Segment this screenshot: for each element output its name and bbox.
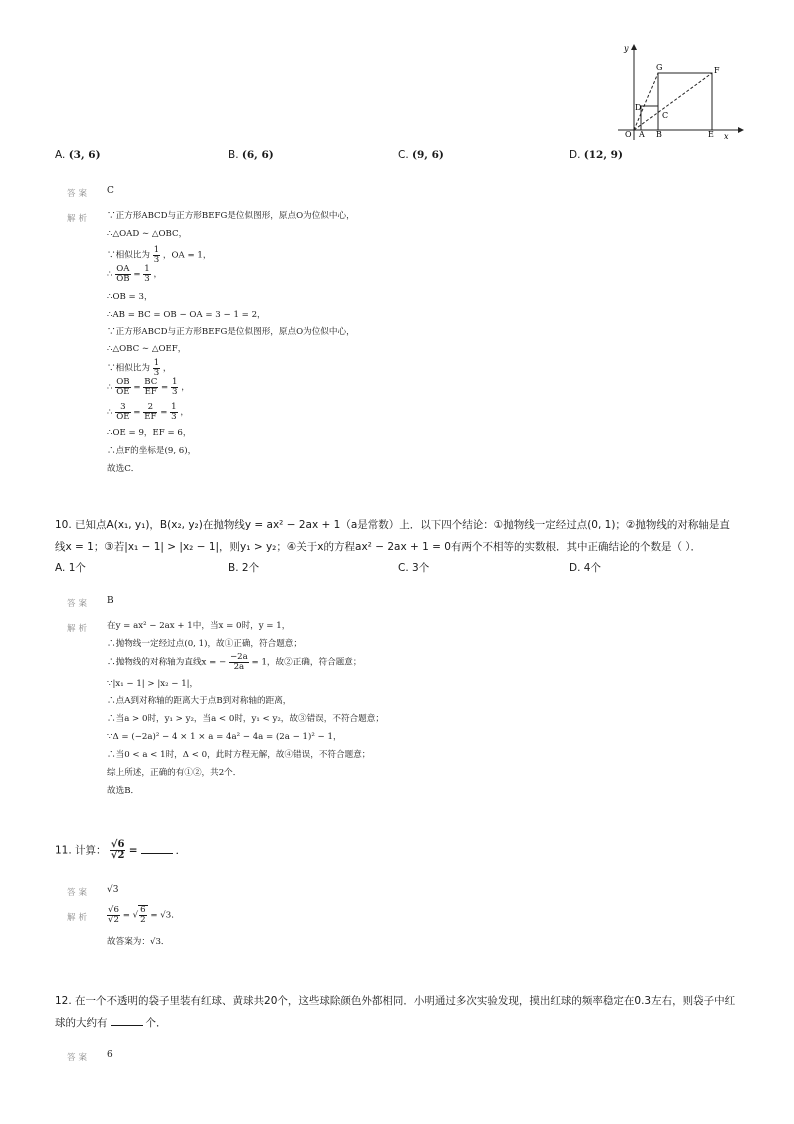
q11-stem: 11. 计算： $\frac{√6}{√2}$ = ． [55,839,187,861]
q9-line-ratio: ∵相似比为 $\frac{1}{3}$ ，OA = 1， [107,245,212,265]
label-g: G [656,63,663,72]
q12-answer-label: 答案 [67,1053,91,1063]
q11-line: 故答案为：√3． [107,937,170,947]
label-d: D [635,103,642,112]
q9-line: ∴△OAD ∼ △OBC， [107,229,188,239]
y-axis-arrow [631,44,637,50]
q9-answer: C [107,186,114,196]
q9-line: ∵正方形ABCD与正方形BEFG是位似图形，原点O为位似中心， [107,211,355,221]
label-b: B [656,130,662,139]
q9-line-frac: ∴ $\frac{OA}{OB}$ = $\frac{1}{3}$ ， [107,264,163,284]
q9-option-b: B. (6, 6) [228,149,274,161]
label-e: E [708,130,714,139]
q10-line-frac: ∴抛物线的对称轴为直线x = − $\frac{-2a}{2a}$ = 1，故②正确，符合题意； [107,652,362,672]
q9-answer-label: 答案 [67,189,91,199]
q10-answer-label: 答案 [67,599,91,609]
label-c: C [662,111,669,120]
q10-answer: B [107,596,114,606]
q9-line-ratio: ∵相似比为 $\frac{1}{3}$ ， [107,358,172,378]
q10-analysis-label: 解析 [67,624,91,634]
q12-answer-blank[interactable] [111,1025,143,1026]
label-f: F [714,66,720,75]
q9-line-frac: ∴ $\frac{OB}{OE}$ = $\frac{BC}{EF}$ = $\frac{1}{3}$ ， [107,377,190,397]
q10-option-b: B. 2个 [228,562,260,574]
q12-stem-line2: 球的大约有 个． [55,1017,167,1029]
q9-line: ∴OE = 9，EF = 6， [107,428,192,438]
q12-answer: 6 [107,1050,113,1060]
square-abcd [641,106,658,130]
q10-line: ∴当a > 0时，y₁ > y₂，当a < 0时，y₁ < y₂，故③错误，不符合题意； [107,714,384,724]
q10-line: 在y = ax² − 2ax + 1中，当x = 0时，y = 1， [107,621,291,631]
square-befg [658,73,712,130]
q9-line: ∴OB = 3， [107,292,153,302]
q11-step: $\frac{√6}{√2}$ = √ $\frac{6}{2}$ = √3． [108,905,180,925]
q9-option-a: A. (3, 6) [55,149,101,161]
q9-line: ∵正方形ABCD与正方形BEFG是位似图形，原点O为位似中心， [107,327,355,337]
q11-answer-blank[interactable] [141,853,173,854]
q10-line: 综上所述，正确的有①②，共2个． [107,768,242,778]
q11-answer-label: 答案 [67,888,91,898]
q12-stem-line1: 12. 在一个不透明的袋子里装有红球、黄球共20个，这些球除颜色外都相同．小明通过多次实验发现，摸出红球的频率稳定在0.3左右，则袋子中红 [55,995,736,1007]
q10-option-a: A. 1个 [55,562,86,574]
q10-line: ∴点A到对称轴的距离大于点B到对称轴的距离， [107,696,292,706]
q10-line: 故选B． [107,786,140,796]
q11-analysis-label: 解析 [67,913,91,923]
q10-stem-line1: 10. 已知点A(x₁, y₁)，B(x₂, y₂)在抛物线y = ax² − 2ax + 1（a是常数）上．以下四个结论：①抛物线一定经过点(0, 1)；②抛物线的对称轴是直 [55,519,730,531]
label-a: A [639,130,645,139]
q10-line: ∴当0 < a < 1时，Δ < 0，此时方程无解，故④错误，不符合题意； [107,750,371,760]
q10-option-d: D. 4个 [569,562,601,574]
q9-line-frac: ∴ $\frac{3}{OE}$ = $\frac{2}{EF}$ = $\frac{1}{3}$ ， [107,402,189,422]
q11-answer: √3 [107,885,119,895]
q9-line: ∴AB = BC = OB − OA = 3 − 1 = 2， [107,310,266,320]
q9-option-c: C. (9, 6) [398,149,444,161]
q9-line: 故选C． [107,464,140,474]
q9-line: ∴点F的坐标是(9, 6)， [107,446,197,456]
q10-stem-line2: 线x = 1；③若|x₁ − 1| > |x₂ − 1|，则y₁ > y₂；④关于x的方程ax² − 2ax + 1 = 0有两个不相等的实数根．其中正确结论的个数是（ ）． [55,541,702,553]
label-x: x [724,132,729,141]
q10-line: ∵|x₁ − 1| > |x₂ − 1|， [107,679,199,689]
q10-line: ∴抛物线一定经过点(0, 1)，故①正确，符合题意； [107,639,302,649]
q10-option-c: C. 3个 [398,562,430,574]
q9-option-d: D. (12, 9) [569,149,623,161]
x-axis-arrow [738,127,744,133]
q10-line: ∵Δ = (−2a)² − 4 × 1 × a = 4a² − 4a = (2a − 1)² − 1， [107,732,342,742]
q9-line: ∴△OBC ∼ △OEF， [107,344,187,354]
square-similarity-figure [614,40,744,144]
q9-analysis-label: 解析 [67,214,91,224]
dashed-line-og [634,73,658,130]
label-o: O [625,130,632,139]
label-y: y [624,44,629,53]
